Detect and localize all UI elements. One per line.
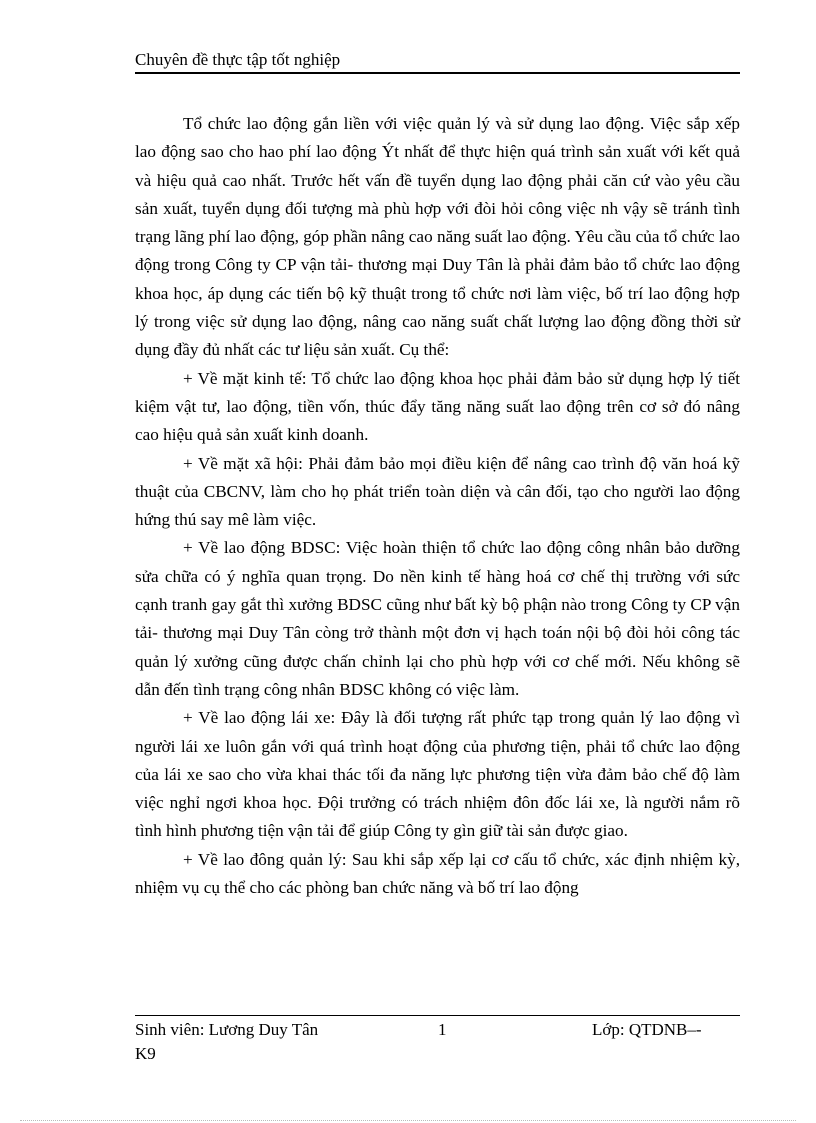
paragraph-management-labor: + Về lao đông quản lý: Sau khi sắp xếp lại cơ cấu tổ chức, xác định nhiệm kỳ, nhiệm vụ cụ thể cho các phòng ban chức năng và bố trí lao động (135, 849, 740, 898)
body-text (135, 110, 740, 902)
page-number: 1 (438, 1020, 447, 1039)
footer-divider (135, 1015, 740, 1016)
document-title: Chuyên đề thực tập tốt nghiệp (135, 50, 341, 69)
paragraph-intro: Tổ chức lao động gắn liền với việc quản lý và sử dụng lao động. Việc sắp xếp lao động sao cho hao phí lao động Ýt nhất để thực hiện quá trình sản xuất với kết quả và hiệu quả cao nhất. Trước hết vấn đề tuyển dụng lao động phải căn cứ vào yêu cầu sản xuất, tuyển dụng đối tượng mà phù hợp với đòi hỏi công việc nh vậy sẽ tránh tình trạng lãng phí lao động, góp phần nâng cao năng suất lao động. Yêu cầu của tổ chức lao động trong Công ty CP vận tải- thương mại Duy Tân là phải đảm bảo tổ chức lao động khoa học, áp dụng các tiến bộ kỹ thuật trong tổ chức nơi làm việc, bố trí lao động hợp lý trong việc sử dụng lao động, nâng cao năng suất chất lượng lao động đồng thời sử dụng đầy đủ nhất các tư liệu sản xuất. Cụ thể: (135, 114, 740, 360)
paragraph-social: + Về mặt xã hội: Phải đảm bảo mọi điều kiện để nâng cao trình độ văn hoá kỹ thuật của CBCNV, làm cho họ phát triển toàn diện và cân đối, tạo cho người lao động hứng thú say mê làm việc. (135, 453, 740, 530)
paragraph-maintenance-labor: + Về lao động BDSC: Việc hoàn thiện tổ chức lao động công nhân bảo dưỡng sửa chữa có ý nghĩa quan trọng. Do nền kinh tế hàng hoá cơ chế thị trường với sức cạnh tranh gay gắt thì xưởng BDSC cũng như bất kỳ bộ phận nào trong Công ty CP vận tải- thương mại Duy Tân còng trở thành một đơn vị hạch toán nội bộ đòi hỏi công tác quản lý xưởng cũng được chấn chỉnh lại cho phù hợp với cơ chế mới. Nếu không sẽ dẫn đến tình trạng công nhân BDSC không có việc làm. (135, 538, 740, 699)
class-label: Lớp: QTDNB–- (592, 1020, 702, 1039)
page-boundary (20, 1120, 796, 1121)
student-name: Sinh viên: Lương Duy Tân (135, 1020, 319, 1039)
cohort-label: K9 (135, 1044, 156, 1063)
page-header (135, 49, 740, 74)
paragraph-economic: + Về mặt kinh tế: Tổ chức lao động khoa học phải đảm bảo sử dụng hợp lý tiết kiệm vật tư, lao động, tiền vốn, thúc đẩy tăng năng suất lao động trên cơ sở đó nâng cao hiệu quả sản xuất kinh doanh. (135, 368, 740, 445)
paragraph-driver-labor: + Về lao động lái xe: Đây là đối tượng rất phức tạp trong quản lý lao động vì người lái xe luôn gắn với quá trình hoạt động của phương tiện, phải tổ chức lao động của lái xe sao cho vừa khai thác tối đa năng lực phương tiện vừa đảm bảo chế độ làm việc nghỉ ngơi khoa học. Đội trưởng có trách nhiệm đôn đốc lái xe, là người nắm rõ tình hình phương tiện vận tải để giúp Công ty gìn giữ tài sản được giao. (135, 708, 740, 841)
